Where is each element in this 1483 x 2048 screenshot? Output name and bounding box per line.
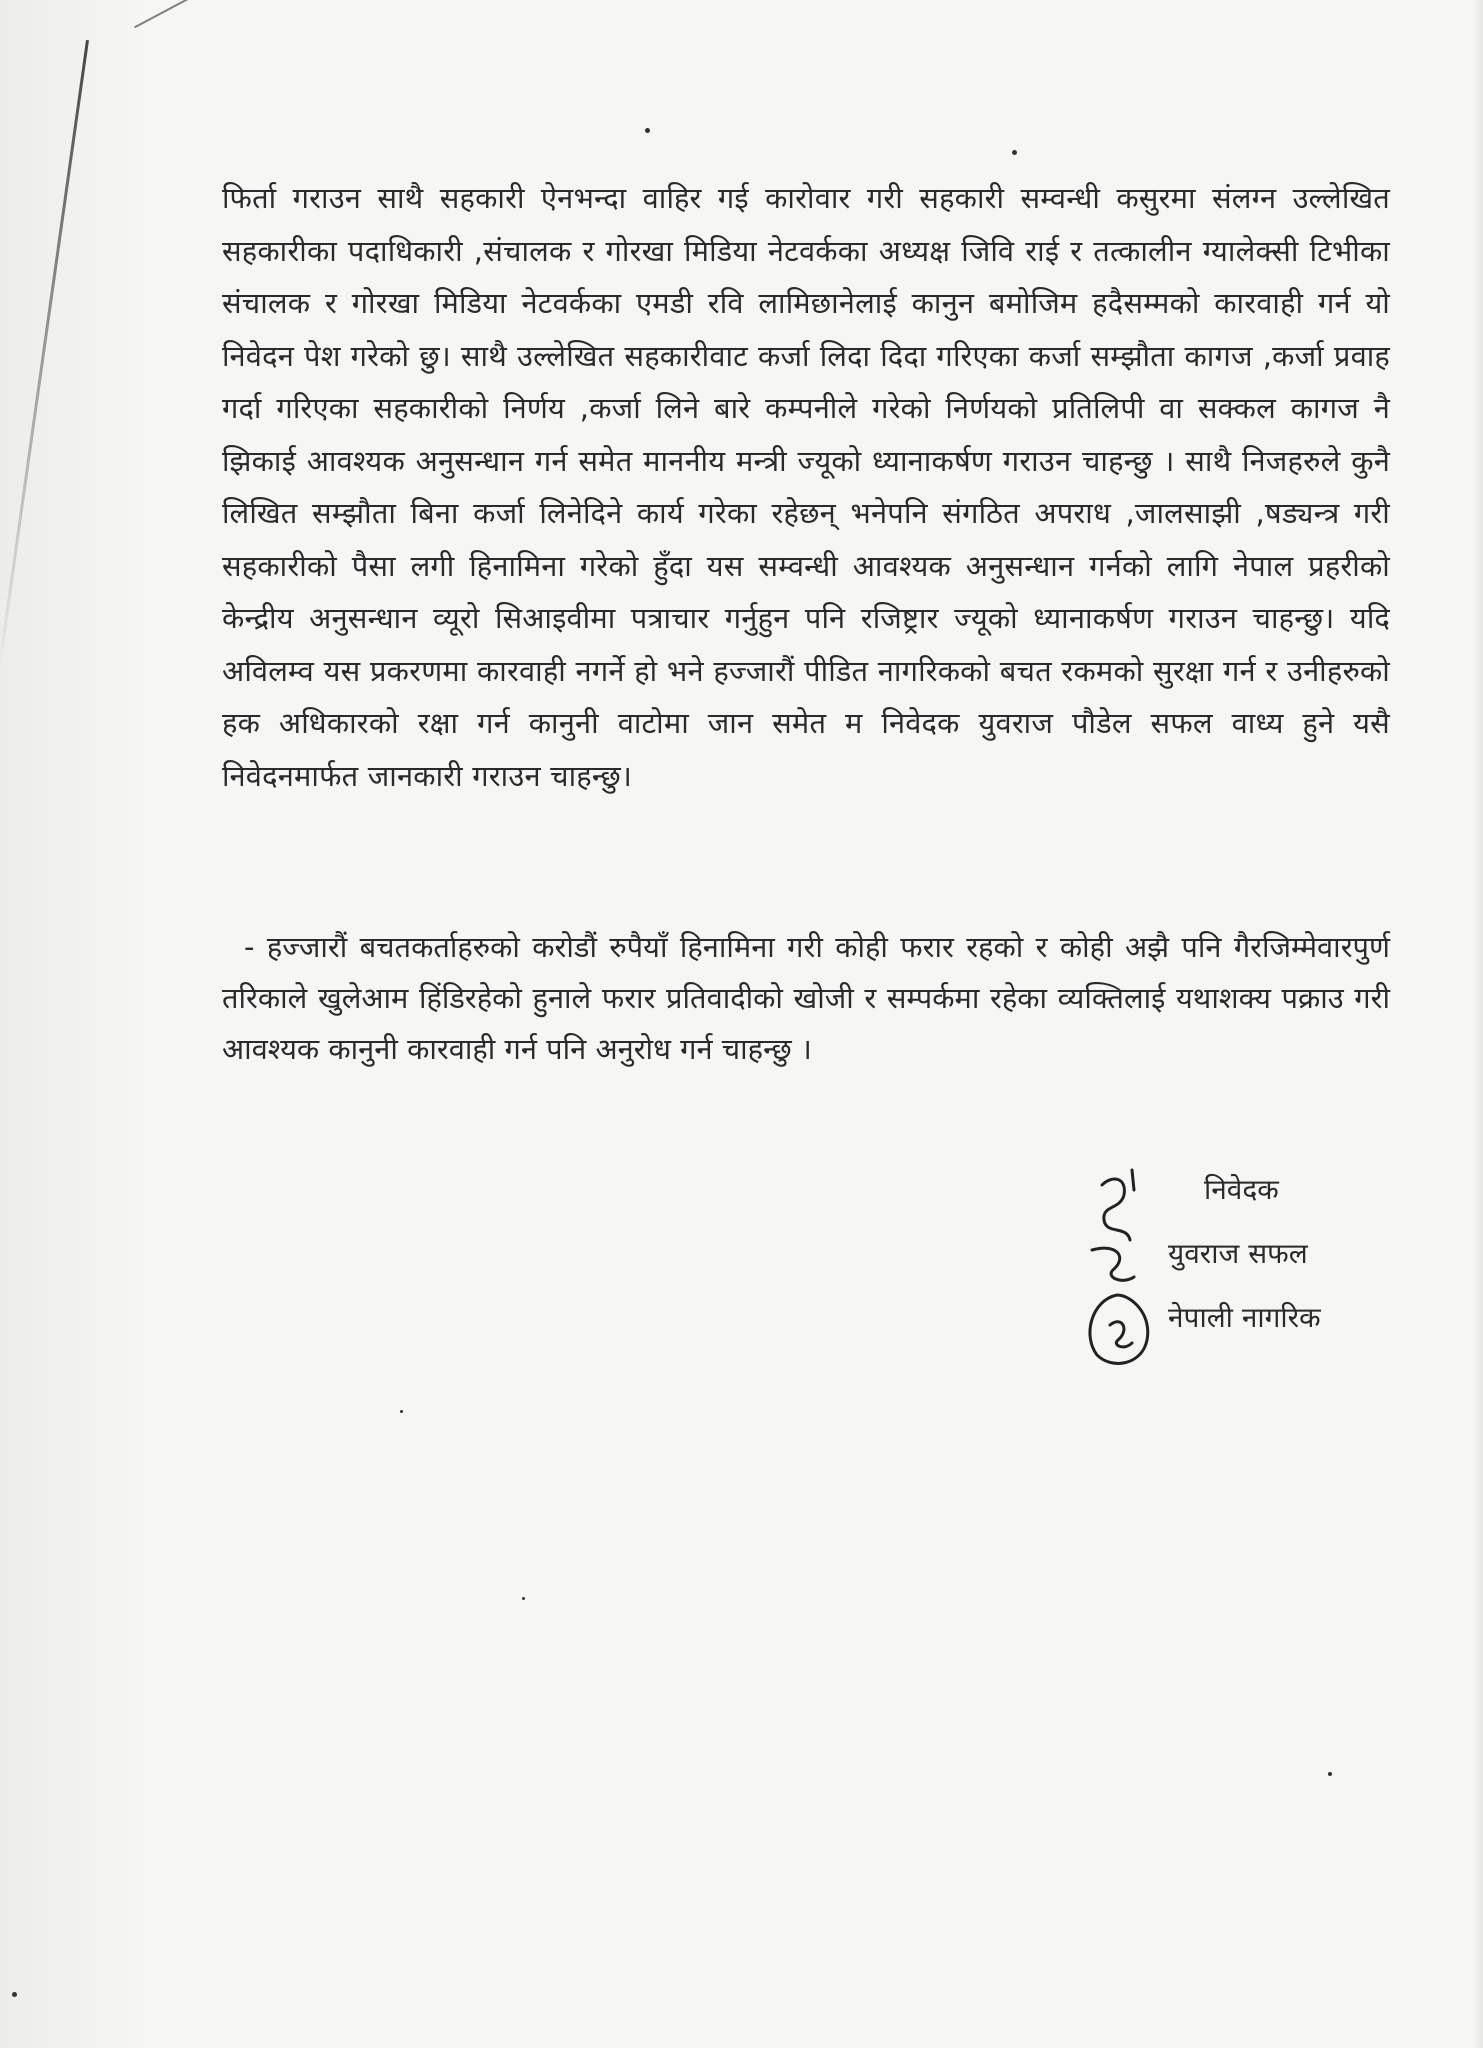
- scan-speck: [522, 1597, 525, 1600]
- scan-speck: [12, 1992, 17, 1997]
- signature-block: [1168, 1158, 1321, 1350]
- page-right-edge: [1473, 0, 1483, 2048]
- signature-name: युवराज सफल: [1168, 1237, 1308, 1270]
- scan-speck: [1012, 150, 1017, 155]
- scan-speck: [645, 128, 650, 133]
- page-fold-shadow: [0, 0, 150, 2048]
- handwritten-signature: [1072, 1165, 1172, 1375]
- body-paragraph-1: फिर्ता गराउन साथै सहकारी ऐनभन्दा वाहिर गई कारोवार गरी सहकारी सम्वन्धी कसुरमा संलग्न उल्लेखित सहकारीका पदाधिकारी ,संचालक र गोरखा मिडिया नेटवर्कका अध्यक्ष जिवि राई र तत्कालीन ग्यालेक्सी टिभीका संचालक र गोरखा मिडिया नेटवर्कका एमडी रवि लामिछानेलाई कानुन बमोजिम हदैसम्मको कारवाही गर्न यो निवेदन पेश गरेको छु। साथै उल्लेखित सहकारीवाट कर्जा लिदा दिदा गरिएका कर्जा सम्झौता कागज ,कर्जा प्रवाह गर्दा गरिएका सहकारीको निर्णय ,कर्जा लिने बारे कम्पनीले गरेको निर्णयको प्रतिलिपी वा सक्कल कागज नै झिकाई आवश्यक अनुसन्धान गर्न समेत माननीय मन्त्री ज्यूको ध्यानाकर्षण गराउन चाहन्छु । साथै निजहरुले कुनै लिखित सम्झौता बिना कर्जा लिनेदिने कार्य गरेका रहेछन् भनेपनि संगठित अपराध ,जालसाझी ,षड्यन्त्र गरी सहकारीको पैसा लगी हिनामिना गरेको हुँदा यस सम्वन्धी आवश्यक अनुसन्धान गर्नको लागि नेपाल प्रहरीको केन्द्रीय अनुसन्धान व्यूरो सिआइवीमा पत्राचार गर्नुहुन पनि रजिष्ट्रार ज्यूको ध्यानाकर्षण गराउन चाहन्छु। यदि अविलम्व यस प्रकरणमा कारवाही नगर्ने हो भने हज्जारौं पीडित नागरिकको बचत रकमको सुरक्षा गर्न र उनीहरुको हक अधिकारको रक्षा गर्न कानुनी वाटोमा जान समेत म निवेदक युवराज पौडेल सफल वाध्य हुने यसै निवेदनमार्फत जानकारी गराउन चाहन्छु।: [222, 181, 1390, 793]
- signature-title: निवेदक: [1204, 1173, 1279, 1206]
- signature-designation: नेपाली नागरिक: [1168, 1301, 1321, 1334]
- scan-speck: [400, 1410, 403, 1413]
- body-paragraph-2: - हज्जारौं बचतकर्ताहरुको करोडौं रुपैयाँ हिनामिना गरी कोही फरार रहको र कोही अझै पनि गैरजिम्मेवारपुर्ण तरिकाले खुलेआम हिंडिरहेको हुनाले फरार प्रतिवादीको खोजी र सम्पर्कमा रहेका व्यक्तिलाई यथाशक्य पक्राउ गरी आवश्यक कानुनी कारवाही गर्न पनि अनुरोध गर्न चाहन्छु ।: [222, 930, 1390, 1066]
- scan-speck: [1328, 1772, 1332, 1776]
